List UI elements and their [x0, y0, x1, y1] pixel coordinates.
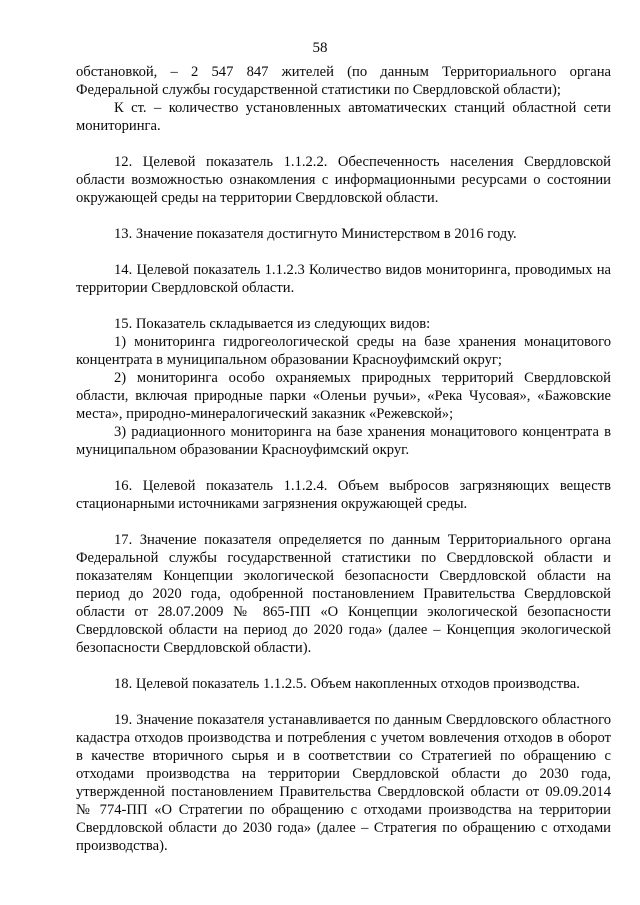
list-item: 3) радиационного мониторинга на базе хранения монацитового концентрата в муниципальном образовании Красноуфимский округ.	[76, 424, 611, 458]
page-number: 58	[312, 40, 328, 56]
list-item: 2) мониторинга особо охраняемых природных территорий Свердловской области, включая природные парки «Оленьи ручьи», «Река Чусовая», «Бажовские места», природно-минералогический заказник «Режевской»;	[76, 370, 611, 422]
paragraph: 17. Значение показателя определяется по данным Территориального органа Федеральной службы государственной статистики по Свердловской области и показателям Концепции экологической безопасности Свердловской области на период до 2020 года, одобренной постановлением Правительства Свердловской области от 28.07.2009 № 865-ПП «О Концепции экологической безопасности Свердловской области на период до 2020 года» (далее – Концепция экологической безопасности Свердловской области).	[76, 532, 611, 656]
paragraph: 14. Целевой показатель 1.1.2.3 Количество видов мониторинга, проводимых на территории Свердловской области.	[76, 262, 611, 296]
paragraph: 12. Целевой показатель 1.1.2.2. Обеспеченность населения Свердловской области возможностью ознакомления с информационными ресурсами о состоянии окружающей среды на территории Свердловской области.	[76, 154, 611, 206]
paragraph: 19. Значение показателя устанавливается по данным Свердловского областного кадастра отходов производства и потребления с учетом вовлечения отходов в оборот в качестве вторичного сырья и в соответствии со Стратегией по обращению с отходами производства на территории Свердловской области до 2030 года, утвержденной постановлением Правительства Свердловской области от 09.09.2014 № 774-ПП «О Стратегии по обращению с отходами производства на территории Свердловской области до 2030 года» (далее – Стратегия по обращению с отходами производства).	[76, 712, 611, 854]
list-item: 1) мониторинга гидрогеологической среды на базе хранения монацитового концентрата в муниципальном образовании Красноуфимский округ;	[76, 334, 611, 368]
paragraph: обстановкой, – 2 547 847 жителей (по данным Территориального органа Федеральной службы государственной статистики по Свердловской области);	[76, 64, 611, 98]
paragraph: 13. Значение показателя достигнуто Министерством в 2016 году.	[114, 226, 517, 242]
paragraph: 15. Показатель складывается из следующих видов:	[114, 316, 431, 332]
paragraph: 18. Целевой показатель 1.1.2.5. Объем накопленных отходов производства.	[114, 676, 580, 692]
paragraph: К ст. – количество установленных автоматических станций областной сети мониторинга.	[76, 100, 611, 134]
document-body	[76, 63, 611, 873]
paragraph: 16. Целевой показатель 1.1.2.4. Объем выбросов загрязняющих веществ стационарными источниками загрязнения окружающей среды.	[76, 478, 611, 512]
